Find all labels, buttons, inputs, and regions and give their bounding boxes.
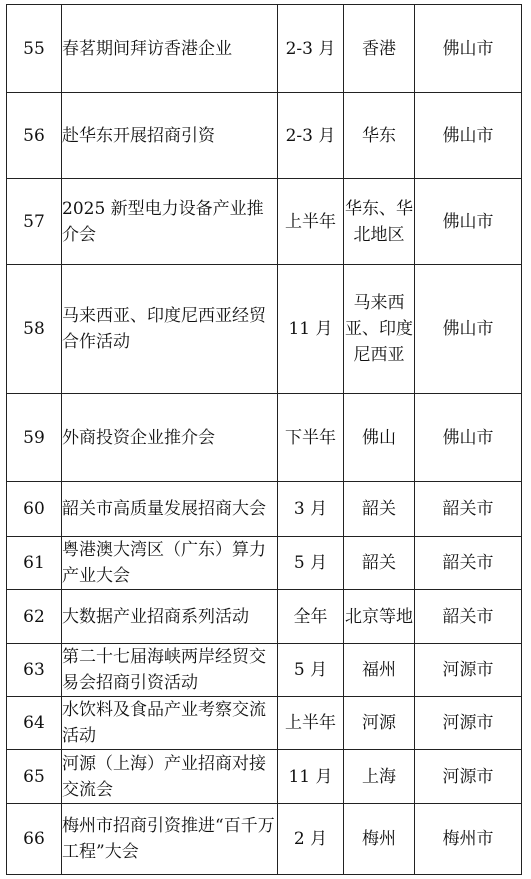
organizer-city: 韶关市 bbox=[415, 537, 522, 590]
event-time: 上半年 bbox=[278, 697, 344, 750]
event-location: 福州 bbox=[344, 644, 415, 697]
table-row bbox=[7, 804, 522, 875]
row-number: 56 bbox=[7, 93, 62, 179]
event-time: 5 月 bbox=[278, 644, 344, 697]
row-number: 65 bbox=[7, 750, 62, 804]
event-location: 梅州 bbox=[344, 804, 415, 875]
event-name: 粤港澳大湾区（广东）算力产业大会 bbox=[62, 537, 278, 590]
event-location: 河源 bbox=[344, 697, 415, 750]
event-time: 下半年 bbox=[278, 394, 344, 482]
event-location: 佛山 bbox=[344, 394, 415, 482]
event-time: 2-3 月 bbox=[278, 5, 344, 93]
event-time: 2-3 月 bbox=[278, 93, 344, 179]
row-number: 59 bbox=[7, 394, 62, 482]
event-time: 全年 bbox=[278, 590, 344, 644]
table-row bbox=[7, 93, 522, 179]
row-number: 57 bbox=[7, 179, 62, 265]
event-location: 华东、华北地区 bbox=[344, 179, 415, 265]
event-time: 2 月 bbox=[278, 804, 344, 875]
event-name: 水饮料及食品产业考察交流活动 bbox=[62, 697, 278, 750]
event-name: 大数据产业招商系列活动 bbox=[62, 590, 278, 644]
row-number: 61 bbox=[7, 537, 62, 590]
table-row bbox=[7, 482, 522, 537]
row-number: 58 bbox=[7, 265, 62, 394]
event-name: 韶关市高质量发展招商大会 bbox=[62, 482, 278, 537]
event-name: 第二十七届海峡两岸经贸交易会招商引资活动 bbox=[62, 644, 278, 697]
event-location: 北京等地 bbox=[344, 590, 415, 644]
event-location: 韶关 bbox=[344, 482, 415, 537]
table-row bbox=[7, 697, 522, 750]
event-name: 2025 新型电力设备产业推介会 bbox=[62, 179, 278, 265]
event-name: 梅州市招商引资推进“百千万工程”大会 bbox=[62, 804, 278, 875]
event-location: 华东 bbox=[344, 93, 415, 179]
event-location: 香港 bbox=[344, 5, 415, 93]
organizer-city: 佛山市 bbox=[415, 179, 522, 265]
organizer-city: 佛山市 bbox=[415, 394, 522, 482]
organizer-city: 梅州市 bbox=[415, 804, 522, 875]
organizer-city: 河源市 bbox=[415, 644, 522, 697]
event-location: 上海 bbox=[344, 750, 415, 804]
organizer-city: 河源市 bbox=[415, 697, 522, 750]
table-row bbox=[7, 590, 522, 644]
row-number: 60 bbox=[7, 482, 62, 537]
row-number: 66 bbox=[7, 804, 62, 875]
table-row bbox=[7, 179, 522, 265]
organizer-city: 韶关市 bbox=[415, 590, 522, 644]
events-table bbox=[6, 4, 522, 875]
organizer-city: 佛山市 bbox=[415, 265, 522, 394]
row-number: 64 bbox=[7, 697, 62, 750]
event-name: 春茗期间拜访香港企业 bbox=[62, 5, 278, 93]
organizer-city: 佛山市 bbox=[415, 93, 522, 179]
event-name: 河源（上海）产业招商对接交流会 bbox=[62, 750, 278, 804]
event-name: 赴华东开展招商引资 bbox=[62, 93, 278, 179]
event-name: 外商投资企业推介会 bbox=[62, 394, 278, 482]
organizer-city: 河源市 bbox=[415, 750, 522, 804]
event-location: 马来西亚、印度尼西亚 bbox=[344, 265, 415, 394]
table-row bbox=[7, 394, 522, 482]
table-row bbox=[7, 265, 522, 394]
table-row bbox=[7, 5, 522, 93]
table-row bbox=[7, 537, 522, 590]
event-name: 马来西亚、印度尼西亚经贸合作活动 bbox=[62, 265, 278, 394]
organizer-city: 佛山市 bbox=[415, 5, 522, 93]
organizer-city: 韶关市 bbox=[415, 482, 522, 537]
row-number: 62 bbox=[7, 590, 62, 644]
event-location: 韶关 bbox=[344, 537, 415, 590]
event-time: 3 月 bbox=[278, 482, 344, 537]
row-number: 63 bbox=[7, 644, 62, 697]
table-row bbox=[7, 750, 522, 804]
table-row bbox=[7, 644, 522, 697]
event-time: 上半年 bbox=[278, 179, 344, 265]
event-time: 5 月 bbox=[278, 537, 344, 590]
event-time: 11 月 bbox=[278, 750, 344, 804]
event-time: 11 月 bbox=[278, 265, 344, 394]
row-number: 55 bbox=[7, 5, 62, 93]
